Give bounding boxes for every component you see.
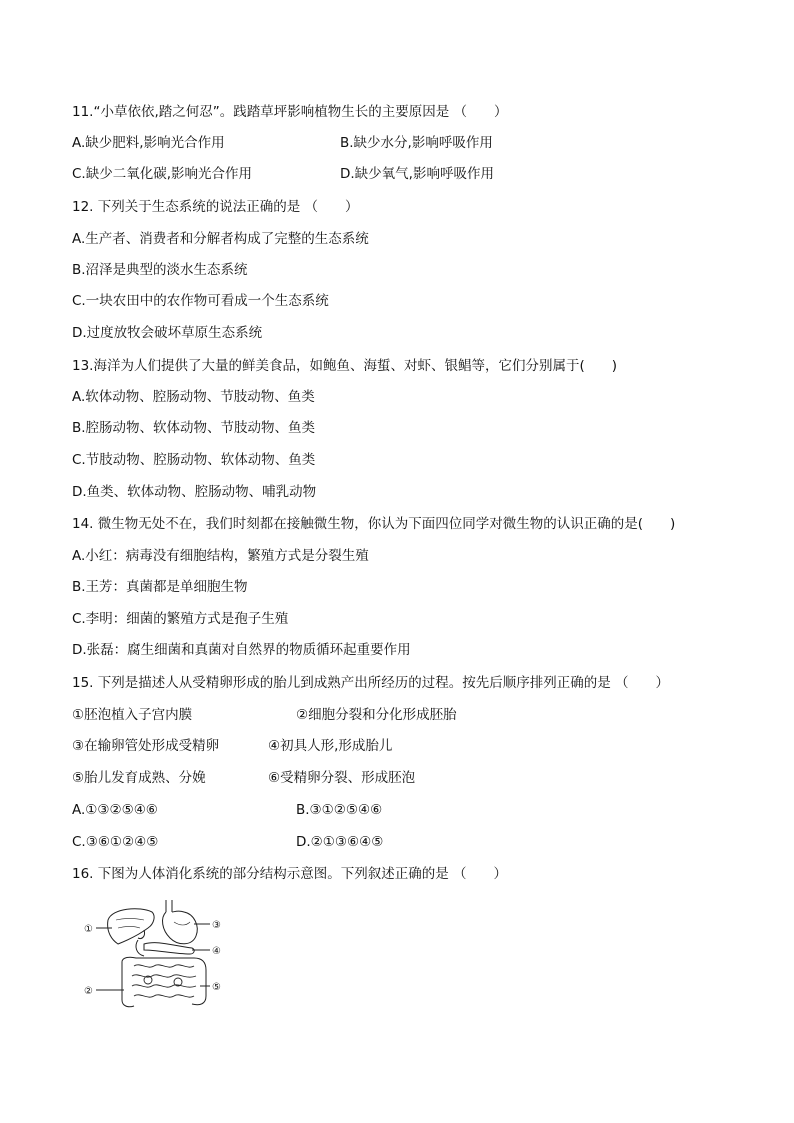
question-15-step-1: ①胚泡植入子宫内膜 (72, 707, 193, 723)
large-intestine-shape (122, 957, 206, 1007)
question-11-option-d: D.缺少氧气,影响呼吸作用 (340, 166, 494, 182)
question-14-option-c: C.李明：细菌的繁殖方式是孢子生殖 (72, 611, 289, 627)
question-11-option-c: C.缺少二氧化碳,影响光合作用 (72, 166, 253, 182)
question-13-option-d: D.鱼类、软体动物、腔肠动物、哺乳动物 (72, 484, 317, 500)
question-14-option-d: D.张磊：腐生细菌和真菌对自然界的物质循环起重要作用 (72, 642, 411, 658)
question-13-stem: 13.海洋为人们提供了大量的鲜美食品，如鲍鱼、海蜇、对虾、银鲳等，它们分别属于( ) (72, 358, 618, 374)
question-15-step-4: ④初具人形,形成胎儿 (268, 738, 393, 754)
question-12-option-b: B.沼泽是典型的淡水生态系统 (72, 262, 248, 278)
question-12-option-c: C.一块农田中的农作物可看成一个生态系统 (72, 293, 329, 309)
question-15-option-a: A.①③②⑤④⑥ (72, 802, 158, 818)
question-15-option-c: C.③⑥①②④⑤ (72, 834, 159, 850)
question-13-option-c: C.节肢动物、腔肠动物、软体动物、鱼类 (72, 452, 316, 468)
pancreas-shape (144, 943, 194, 954)
digestive-system-figure (82, 900, 232, 1008)
question-14-option-a: A.小红：病毒没有细胞结构，繁殖方式是分裂生殖 (72, 548, 369, 564)
question-13-option-b: B.腔肠动物、软体动物、节肢动物、鱼类 (72, 420, 316, 436)
esophagus-shape (166, 900, 172, 912)
question-11-stem: 11.“小草依依,踏之何忍”。践踏草坪影响植物生长的主要原因是 （ ） (72, 104, 508, 120)
question-15-step-3: ③在输卵管处形成受精卵 (72, 738, 220, 754)
question-16-stem: 16. 下图为人体消化系统的部分结构示意图。下列叙述正确的是 （ ） (72, 866, 508, 882)
question-14-stem: 14. 微生物无处不在，我们时刻都在接触微生物，你认为下面四位同学对微生物的认识正确的是( ) (72, 516, 676, 532)
question-13-option-a: A.软体动物、腔肠动物、节肢动物、鱼类 (72, 389, 315, 405)
question-12-option-d: D.过度放牧会破坏草原生态系统 (72, 325, 263, 341)
question-15-step-2: ②细胞分裂和分化形成胚胎 (296, 707, 457, 723)
figure-label-1: ① (84, 924, 93, 935)
question-12-option-a: A.生产者、消费者和分解者构成了完整的生态系统 (72, 231, 369, 247)
question-15-option-b: B.③①②⑤④⑥ (296, 802, 383, 818)
question-15-step-6: ⑥受精卵分裂、形成胚泡 (268, 770, 416, 786)
figure-label-3: ③ (212, 920, 221, 931)
figure-label-4: ④ (212, 946, 221, 957)
question-11-option-a: A.缺少肥料,影响光合作用 (72, 135, 225, 151)
figure-label-5: ⑤ (212, 982, 221, 993)
stomach-shape (163, 911, 198, 944)
question-15-option-d: D.②①③⑥④⑤ (296, 834, 384, 850)
small-intestine-shape (132, 965, 196, 997)
question-15-step-5: ⑤胎儿发育成熟、分娩 (72, 770, 206, 786)
question-14-option-b: B.王芳：真菌都是单细胞生物 (72, 579, 248, 595)
question-11-option-b: B.缺少水分,影响呼吸作用 (340, 135, 493, 151)
question-12-stem: 12. 下列关于生态系统的说法正确的是 （ ） (72, 199, 359, 215)
digestive-system-diagram (82, 900, 232, 1008)
question-15-stem: 15. 下列是描述人从受精卵形成的胎儿到成熟产出所经历的过程。按先后顺序排列正确的是 （ ） (72, 675, 670, 691)
figure-label-2: ② (84, 986, 93, 997)
